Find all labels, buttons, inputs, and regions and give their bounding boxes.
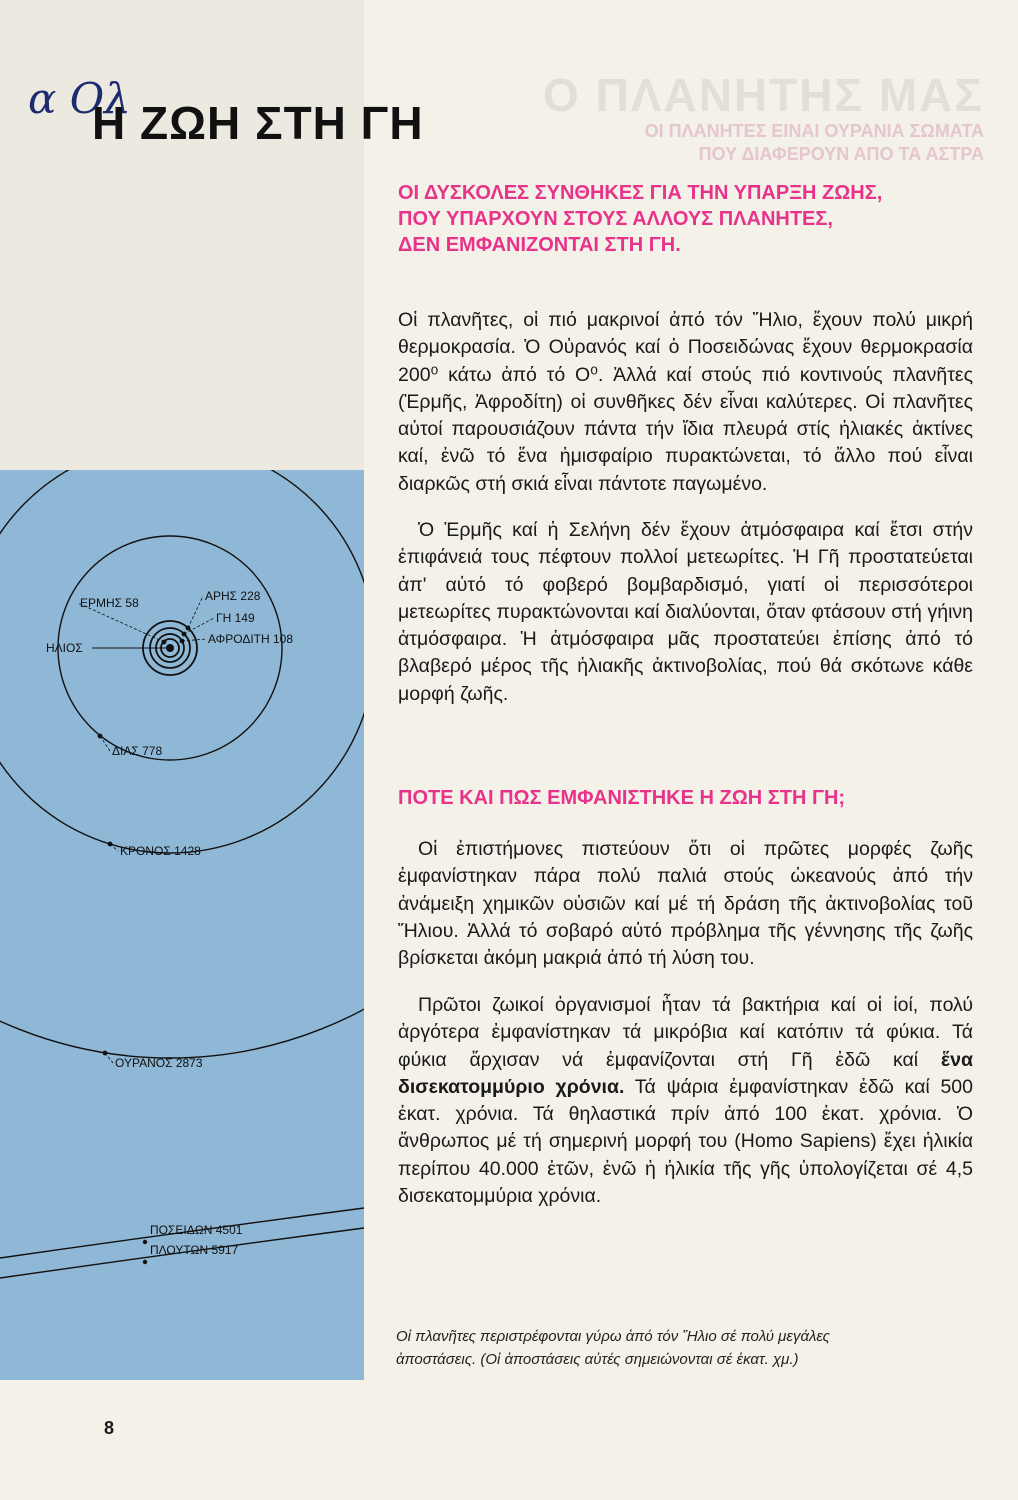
paragraph-atmosphere: Ὁ Ἑρμῆς καί ἡ Σελήνη δέν ἔχουν ἀτμόσφαιρα καί ἔτσι στήν ἐπιφάνειά τους πέφτουν πολλοί μετεωρίτες. Ἡ Γῆ προστατεύεται ἀπ' αὐτό τό φοβερό βομβαρδισμό, γιατί οἱ περισσότεροι μετεωρίτες πυρακτώνονται καί διαλύονται, ὅταν φτάσουν στή γήινη ἀτμόσφαιρα. Ἡ ἀτμόσφαιρα μᾶς προστατεύει ἐπίσης ἀπό τό βλαβερό μέρος τῆς ἡλιακῆς ἀκτινοβολίας, πού θά σκότωνε κάθε μορφή ζωῆς. xyxy=(398,519,973,705)
solar-system-diagram xyxy=(0,470,364,1380)
timeline-bold: ἕνα δισεκατομμύριο χρόνια. xyxy=(398,1048,974,1098)
section-heading-line: ΔΕΝ ΕΜΦΑΝΙΖΟΝΤΑΙ ΣΤΗ ΓΗ. xyxy=(398,234,681,256)
section-heading-origin: ΠΟΤΕ ΚΑΙ ΠΩΣ ΕΜΦΑΝΙΣΤΗΚΕ Η ΖΩΗ ΣΤΗ ΓΗ; xyxy=(398,787,846,809)
planet-label: ΑΦΡΟΔΙΤΗ 108 xyxy=(208,632,294,646)
show-through-decoration-sub: ΟΙ ΠΛΑΝΗΤΕΣ ΕΙΝΑΙ ΟΥΡΑΝΙΑ ΣΩΜΑΤΑ ΠΟΥ ΔΙΑΦΕΡΟΥΝ ΑΠΟ ΤΑ ΑΣΤΡΑ xyxy=(644,121,984,165)
leader-line xyxy=(182,639,206,641)
orbit-7 xyxy=(0,470,364,1058)
section-heading-conditions xyxy=(398,180,958,258)
handwritten-note: α Ολ xyxy=(28,74,131,123)
figure-caption: Οἱ πλανῆτες περιστρέφονται γύρω ἀπό τόν Ἥλιο σέ πολύ μεγάλες ἀποστάσεις. (Οἱ ἀποστάσεις αὐτές σημειώνονται σέ ἑκατ. χμ.) xyxy=(396,1328,830,1368)
paragraph-origin: Οἱ ἐπιστήμονες πιστεύουν ὅτι οἱ πρῶτες μορφές ζωῆς ἐμφανίστηκαν πάρα πολύ παλιά στούς ὠκεανούς ἀπό τήν ἀνάμειξη χημικῶν οὐσιῶν καί μέ τή δράση τῆς ἀκτινοβολίας τοῦ Ἥλιου. Ἀλλά τό σοβαρό αὐτό πρόβλημα τῆς γέννησης τῆς ζωῆς βρίσκεται ἀκόμη μακριά ἀπό τή λύση του. xyxy=(398,838,973,970)
planet-label: ΑΡΗΣ 228 xyxy=(205,589,261,603)
planet-label: ΟΥΡΑΝΟΣ 2873 xyxy=(115,1056,203,1070)
leader-line xyxy=(100,736,110,751)
page-title: Η ΖΩΗ ΣΤΗ ΓΗ xyxy=(92,97,424,149)
orbit-svg xyxy=(0,470,364,1380)
planet-label: ΚΡΟΝΟΣ 1428 xyxy=(120,844,201,858)
section-heading-line: ΠΟΥ ΥΠΑΡΧΟΥΝ ΣΤΟΥΣ ΑΛΛΟΥΣ ΠΛΑΝΗΤΕΣ, xyxy=(398,208,833,230)
timeline-text-end: Τά ψάρια ἐμφανίστηκαν ἐδῶ καί 500 ἑκατ. χρόνια. Τά θηλαστικά πρίν ἀπό 100 ἑκατ. χρόνια. Ὁ ἄνθρωπος μέ τή σημερινή μορφή του (Homo Sapiens) ἔχει ἡλικία περίπου 40.000 ἐτῶν, ἐνῶ ἡ ἡλικία τῆς γῆς ὑπολογίζεται σέ 4,5 δισεκατομμύρια χρόνια. xyxy=(398,1075,973,1208)
orbit-6 xyxy=(0,470,364,853)
page-number: 8 xyxy=(104,1418,115,1438)
left-shade xyxy=(0,0,364,470)
show-through-decoration: Ο ΠΛΑΝΗΤΗΣ ΜΑΣ xyxy=(543,69,984,121)
sun xyxy=(166,644,174,652)
sun-label: ΗΛΙΟΣ xyxy=(46,641,83,655)
paragraph-timeline xyxy=(398,992,973,1210)
planet-dot xyxy=(143,1240,147,1244)
section-heading-line: ΟΙ ΔΥΣΚΟΛΕΣ ΣΥΝΘΗΚΕΣ ΓΙΑ ΤΗΝ ΥΠΑΡΞΗ ΖΩΗΣ, xyxy=(398,182,883,204)
planet-label: ΠΛΟΥΤΩΝ 5917 xyxy=(150,1243,239,1257)
timeline-text: Πρῶτοι ζωικοί ὀργανισμοί ἦταν τά βακτήρια καί οἱ ἰοί, πολύ ἀργότερα ἐμφανίστηκαν τά μικρόβια καί κατόπιν τά φύκια. Τά φύκια ἄρχισαν νά ἐμφανίζονται στή Γῆ ἐδῶ καί xyxy=(398,994,973,1071)
leader-line xyxy=(188,596,203,628)
planet-label: ΓΗ 149 xyxy=(216,611,255,625)
planet-label: ΠΟΣΕΙΔΩΝ 4501 xyxy=(150,1223,243,1237)
planet-label: ΔΙΑΣ 778 xyxy=(112,744,163,758)
paragraph-temperature: Οἱ πλανῆτες, οἱ πιό μακρινοί ἀπό τόν Ἥλιο, ἔχουν πολύ μικρή θερμοκρασία. Ὁ Οὐρανός καί ὁ Ποσειδώνας ἔχουν θερμοκρασία 200⁰ κάτω ἀπό τό Ο⁰. Ἀλλά καί στούς πιό κοντινούς πλανῆτες (Ἑρμῆς, Ἀφροδίτη) οἱ συνθῆκες δέν εἶναι καλύτερες. Οἱ πλανῆτες αὐτοί παρουσιάζουν πάντα τήν ἴδια πλευρά στίς ἡλιακές ἀκτίνες καί, ἐνῶ τό ἕνα ἡμισφαίριο πυρακτώνεται, τό ἄλλο πού εἶναι διαρκῶς στή σκιά εἶναι πάντοτε παγωμένο. xyxy=(398,309,973,495)
planet-dot xyxy=(143,1260,147,1264)
planet-label: ΕΡΜΗΣ 58 xyxy=(80,596,139,610)
